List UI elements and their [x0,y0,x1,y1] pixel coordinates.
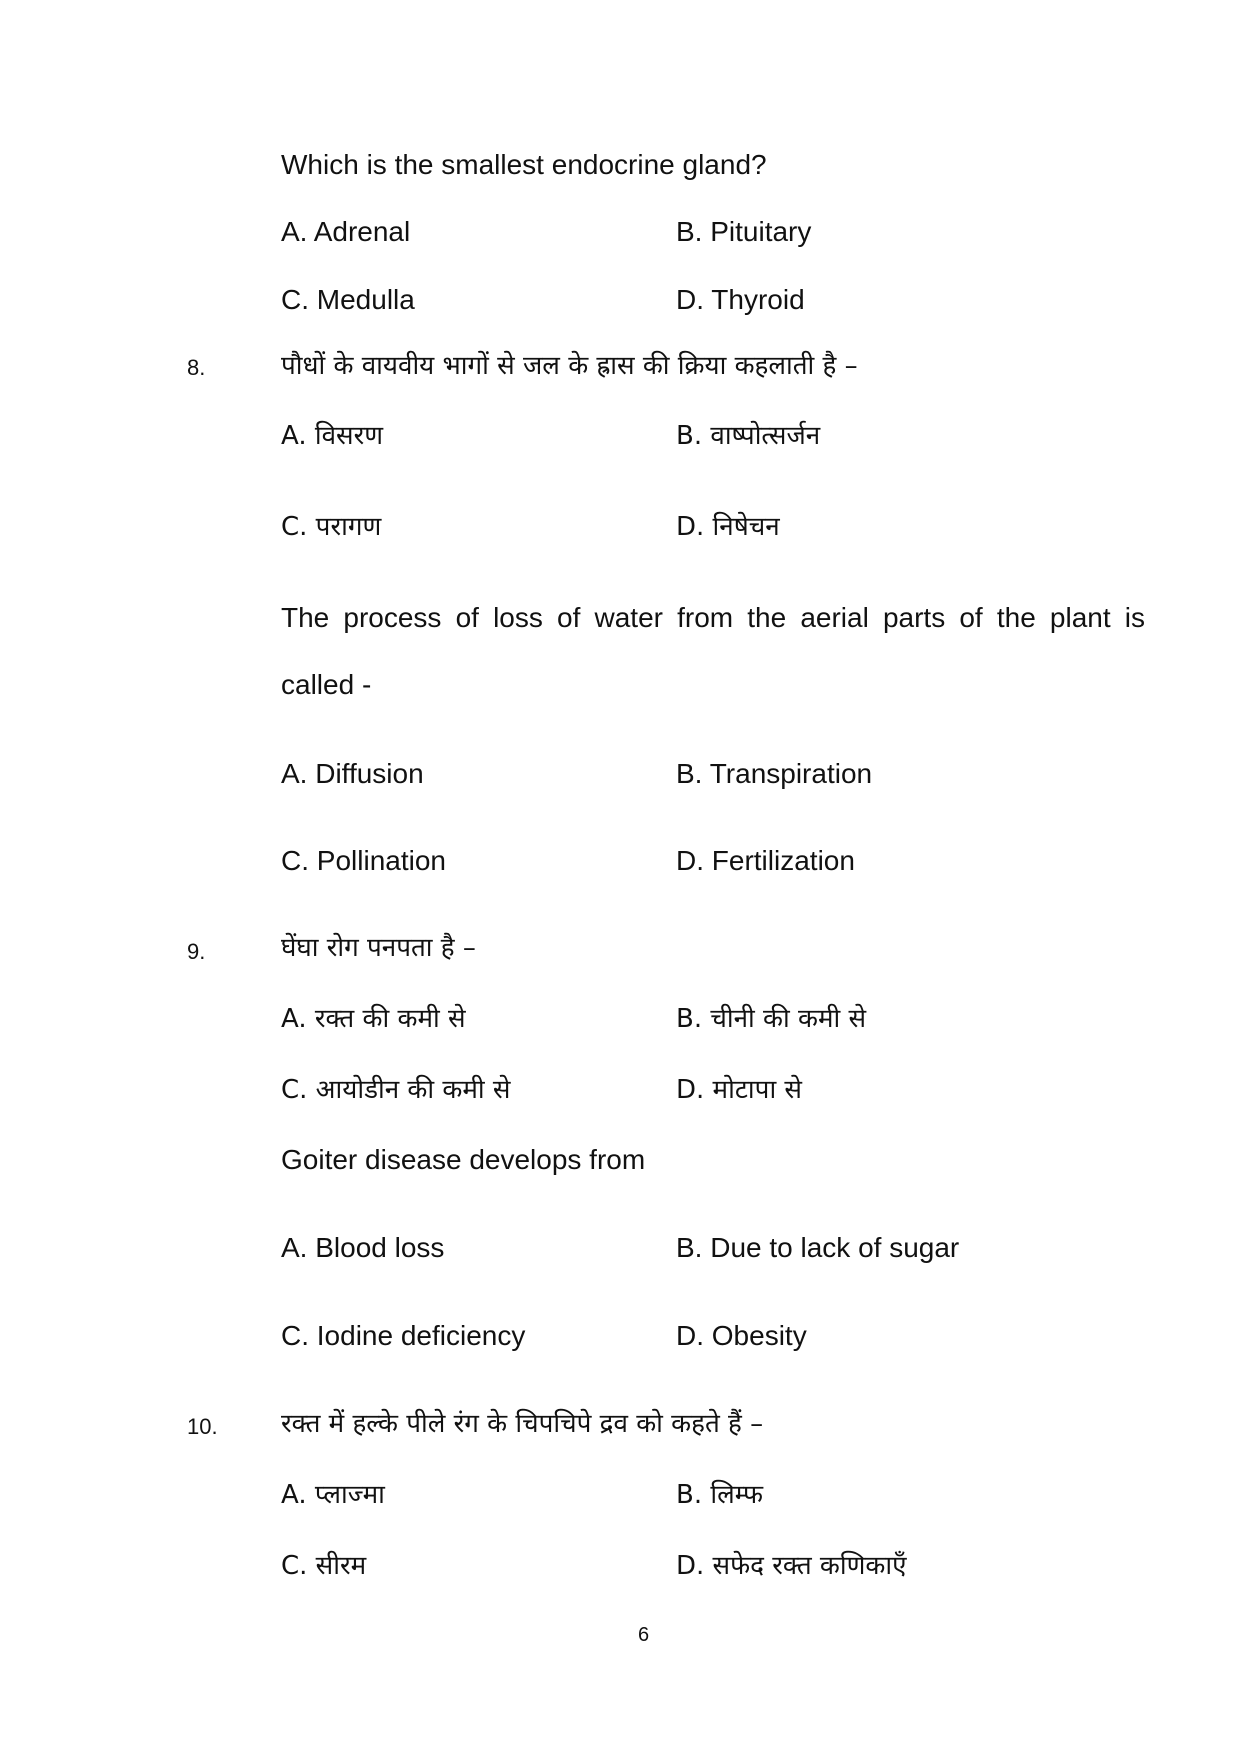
q9-option-d-english: D. Obesity [676,1320,807,1351]
q8-question-english-line2: called - [281,669,372,700]
q8-option-d-hindi: D. निषेचन [676,512,780,542]
q10-option-a-hindi: A. प्लाज्मा [281,1480,385,1510]
q10-option-c-hindi: C. सीरम [281,1551,367,1581]
q8-option-d-english: D. Fertilization [676,845,855,876]
q9-question-hindi: घेंघा रोग पनपता है – [281,933,476,963]
q8-option-c-english: C. Pollination [281,845,446,876]
page-number: 6 [638,1624,650,1646]
q8-option-a-hindi: A. विसरण [281,421,384,451]
q10-option-d-hindi: D. सफेद रक्त कणिकाएँ [676,1551,907,1581]
q9-option-d-hindi: D. मोटापा से [676,1075,803,1105]
q8-number: 8. [187,355,206,380]
q8-option-b-english: B. Transpiration [676,758,873,789]
q7-option-d: D. Thyroid [676,284,805,315]
q9-option-a-hindi: A. रक्त की कमी से [281,1004,466,1034]
q9-number: 9. [187,939,206,964]
q8-option-c-hindi: C. परागण [281,512,382,542]
q7-option-b: B. Pituitary [676,216,812,247]
q7-question: Which is the smallest endocrine gland? [281,149,767,180]
q9-option-b-english: B. Due to lack of sugar [676,1232,960,1263]
q8-question-hindi: पौधों के वायवीय भागों से जल के ह्रास की क्रिया कहलाती है – [281,351,858,381]
q7-option-c: C. Medulla [281,284,415,315]
q10-option-b-hindi: B. लिम्फ [676,1480,764,1510]
q9-option-c-english: C. Iodine deficiency [281,1320,526,1351]
q10-question-hindi: रक्त में हल्के पीले रंग के चिपचिपे द्रव को कहते हैं – [281,1409,764,1439]
q9-question-english: Goiter disease develops from [281,1144,646,1175]
q10-number: 10. [187,1414,218,1439]
q9-option-a-english: A. Blood loss [281,1232,445,1263]
q7-option-a: A. Adrenal [281,216,411,247]
q8-question-english-line1: The process of loss of water from the aerial parts of the plant is [281,602,1145,633]
q8-option-b-hindi: B. वाष्पोत्सर्जन [676,421,821,451]
q8-option-a-english: A. Diffusion [281,758,424,789]
q9-option-c-hindi: C. आयोडीन की कमी से [281,1075,511,1105]
q9-option-b-hindi: B. चीनी की कमी से [676,1004,867,1034]
